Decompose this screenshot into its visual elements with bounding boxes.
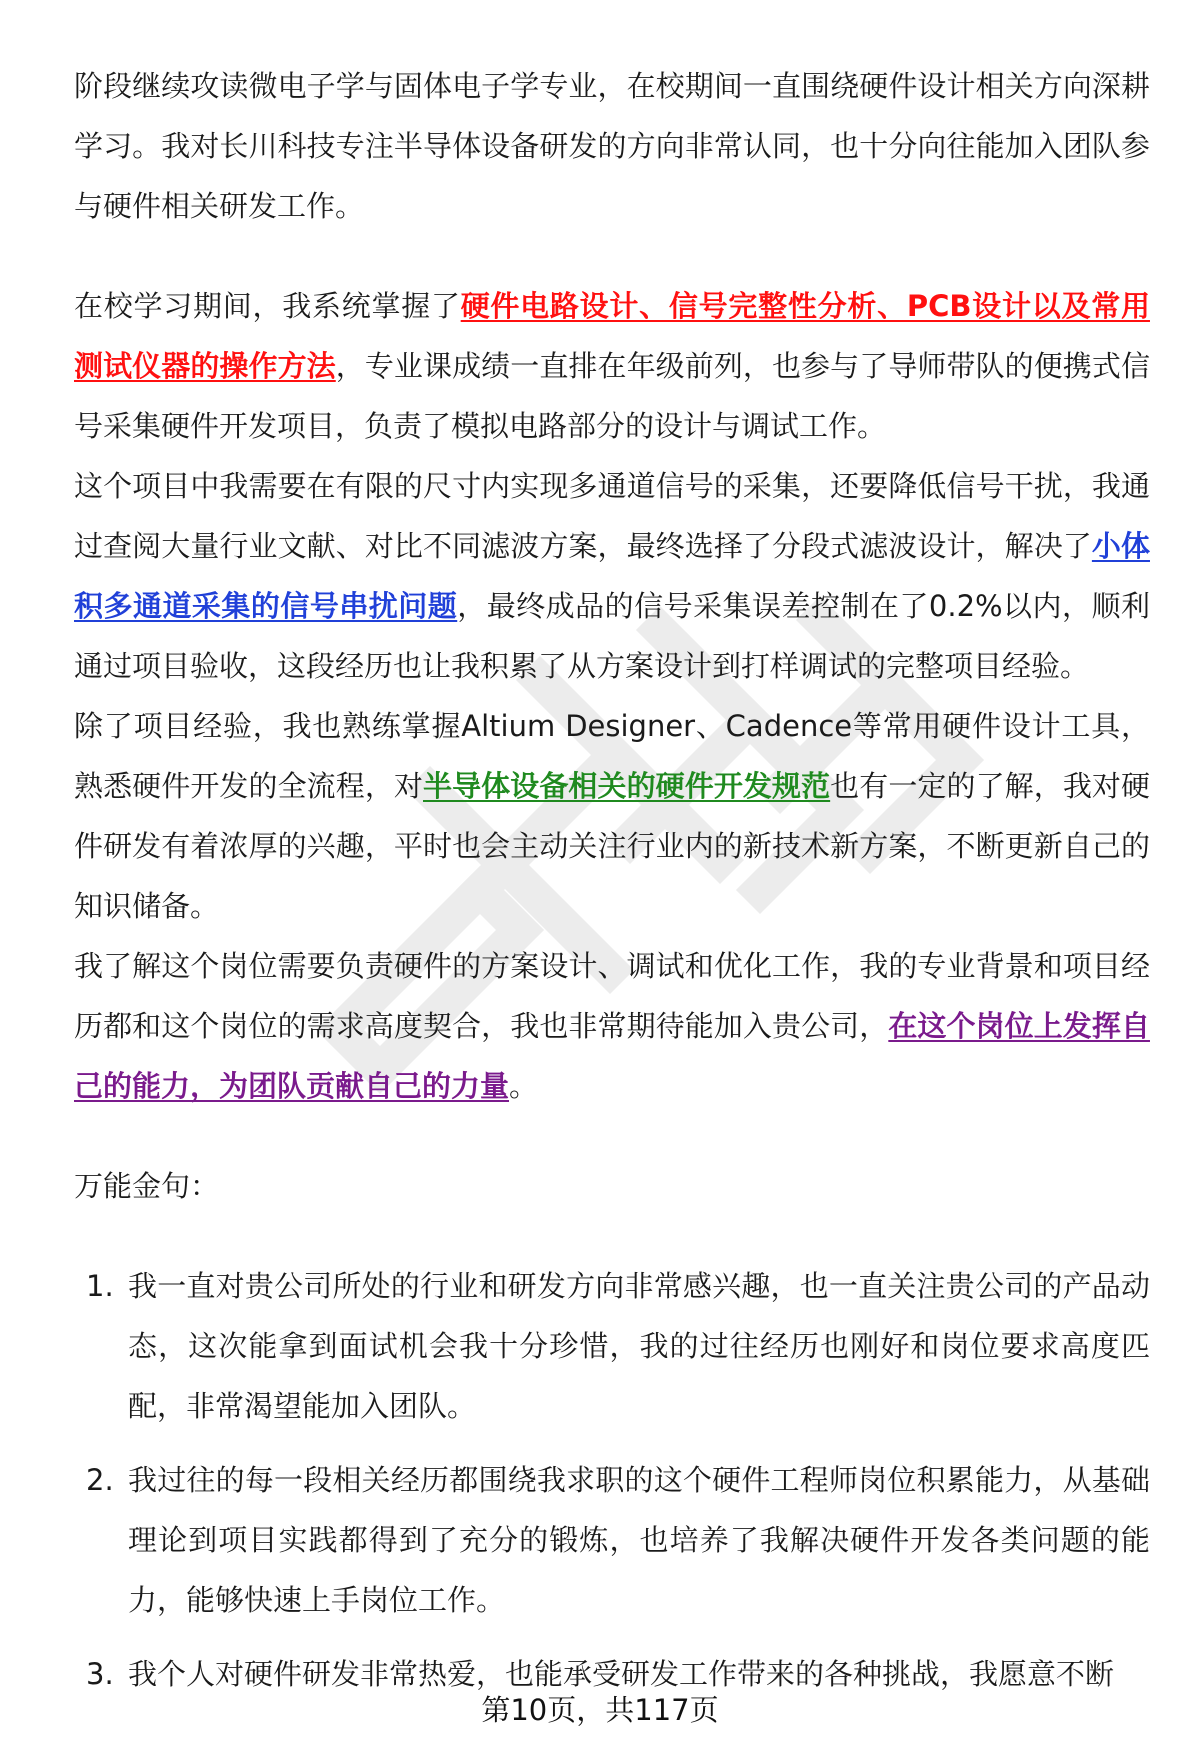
list-item-number: 3.: [86, 1657, 114, 1691]
skills-text-pre: 在校学习期间，我系统掌握了: [74, 289, 461, 323]
skills-highlight: 硬件电路设计、信号完整性分析、PCB设计以及常用测试仪器的操作方法: [74, 289, 1150, 383]
page-number-footer: 第10页，共117页: [481, 1693, 719, 1727]
list-item-text: 我个人对硬件研发非常热爱，也能承受研发工作带来的各种挑战，我愿意不断: [128, 1657, 1115, 1691]
tools-text-pre: 除了项目经验，我也熟练掌握Altium Designer、Cadence等常用硬件设计工具，熟悉硬件开发的全流程，对: [74, 709, 1150, 803]
fit-highlight: 在这个岗位上发挥自己的能力，为团队贡献自己的力量: [74, 1009, 1150, 1103]
quotes-list: [74, 1256, 1150, 1704]
paragraph-skills: [74, 276, 1150, 456]
paragraph-fit: [74, 936, 1150, 1116]
fit-text-pre: 我了解这个岗位需要负责硬件的方案设计、调试和优化工作，我的专业背景和项目经历都和这个岗位的需求高度契合，我也非常期待能加入贵公司，: [74, 949, 1150, 1043]
paragraph-tools: [74, 696, 1150, 936]
list-item: [74, 1450, 1150, 1630]
list-item-text: 我过往的每一段相关经历都围绕我求职的这个硬件工程师岗位积累能力，从基础理论到项目实践都得到了充分的锻炼，也培养了我解决硬件开发各类问题的能力，能够快速上手岗位工作。: [128, 1463, 1150, 1617]
list-item-number: 1.: [86, 1269, 114, 1303]
skills-text-post: ，专业课成绩一直排在年级前列，也参与了导师带队的便携式信号采集硬件开发项目，负责了模拟电路部分的设计与调试工作。: [74, 349, 1150, 443]
list-item: [74, 1256, 1150, 1436]
list-item-text: 我一直对贵公司所处的行业和研发方向非常感兴趣，也一直关注贵公司的产品动态，这次能拿到面试机会我十分珍惜，我的过往经历也刚好和岗位要求高度匹配，非常渴望能加入团队。: [128, 1269, 1150, 1423]
paragraph-intro: 阶段继续攻读微电子学与固体电子学专业，在校期间一直围绕硬件设计相关方向深耕学习。我对长川科技专注半导体设备研发的方向非常认同，也十分向往能加入团队参与硬件相关研发工作。: [74, 69, 1150, 223]
project-text-post: ，最终成品的信号采集误差控制在了0.2%以内，顺利通过项目验收，这段经历也让我积累了从方案设计到打样调试的完整项目经验。: [74, 589, 1150, 683]
fit-text-post: 。: [509, 1069, 539, 1103]
list-item-number: 2.: [86, 1463, 114, 1497]
project-text-pre: 这个项目中我需要在有限的尺寸内实现多通道信号的采集，还要降低信号干扰，我通过查阅大量行业文献、对比不同滤波方案，最终选择了分段式滤波设计，解决了: [74, 469, 1150, 563]
document-body: [74, 56, 1150, 1704]
tools-highlight: 半导体设备相关的硬件开发规范: [423, 769, 831, 803]
paragraph-project: [74, 456, 1150, 696]
quotes-heading: 万能金句：: [74, 1169, 220, 1203]
project-highlight: 小体积多通道采集的信号串扰问题: [74, 529, 1150, 623]
tools-text-post: 也有一定的了解，我对硬件研发有着浓厚的兴趣，平时也会主动关注行业内的新技术新方案，不断更新自己的知识储备。: [74, 769, 1150, 923]
